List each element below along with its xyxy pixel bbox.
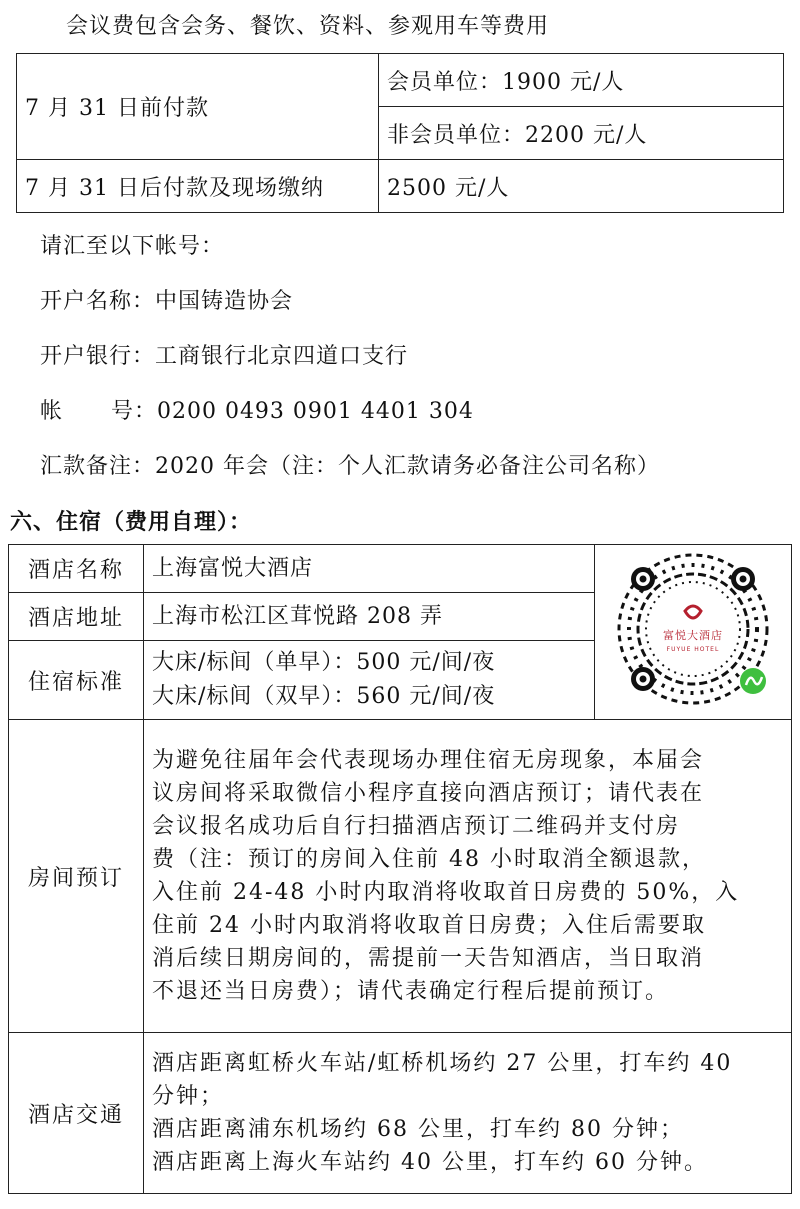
bank-name: 开户银行：工商银行北京四道口支行	[40, 344, 409, 369]
hotel-booking-qr-code[interactable]	[607, 545, 779, 713]
after-deadline-fee: 2500 元/人	[379, 160, 784, 213]
bank-intro: 请汇至以下帐号：	[40, 234, 225, 259]
table-row	[17, 160, 784, 213]
table-row	[9, 545, 792, 593]
qr-logo-text-en: FUYUE HOTEL	[666, 646, 720, 653]
transport-line: 酒店距离虹桥火车站/虹桥机场约 27 公里，打车约 40	[152, 1051, 733, 1076]
rate-double-breakfast: 大床/标间（双早）：560 元/间/夜	[152, 684, 496, 710]
room-rate-label: 住宿标准	[9, 641, 144, 720]
transport-line: 酒店距离上海火车站约 40 公里，打车约 60 分钟。	[152, 1150, 708, 1175]
room-booking-label: 房间预订	[9, 720, 144, 1033]
hotel-address-label: 酒店地址	[9, 593, 144, 641]
wechat-mini-program-icon	[740, 668, 766, 694]
booking-line: 消后续日期房间的，需提前一天告知酒店，当日取消	[152, 946, 705, 971]
booking-line: 为避免往届年会代表现场办理住宿无房现象，本届会	[152, 748, 705, 773]
booking-line: 费（注：预订的房间入住前 48 小时取消全额退款，	[152, 847, 706, 872]
payment-table	[16, 53, 784, 213]
room-booking-text	[144, 720, 792, 1033]
after-deadline-label: 7 月 31 日后付款及现场缴纳	[17, 160, 379, 213]
qr-cell	[595, 545, 792, 720]
hotel-name-value: 上海富悦大酒店	[144, 545, 595, 593]
table-row	[17, 54, 784, 107]
nonmember-fee: 非会员单位：2200 元/人	[379, 107, 784, 160]
account-name: 开户名称：中国铸造协会	[40, 289, 294, 314]
transport-label: 酒店交通	[9, 1033, 144, 1194]
fee-inclusion-note: 会议费包含会务、餐饮、资料、参观用车等费用	[66, 14, 550, 39]
hotel-address-value: 上海市松江区茸悦路 208 弄	[144, 593, 595, 641]
hotel-name-label: 酒店名称	[9, 545, 144, 593]
booking-line: 议房间将采取微信小程序直接向酒店预订；请代表在	[152, 781, 705, 806]
table-row	[9, 1033, 792, 1194]
booking-line: 入住前 24-48 小时内取消将收取首日房费的 50%，入	[152, 880, 740, 905]
transport-line: 分钟；	[152, 1084, 225, 1109]
transport-text	[144, 1033, 792, 1194]
hotel-table	[8, 544, 792, 1194]
booking-line: 会议报名成功后自行扫描酒店预订二维码并支付房	[152, 814, 681, 839]
remittance-remark: 汇款备注：2020 年会（注：个人汇款请务必备注公司名称）	[40, 454, 660, 479]
booking-line: 不退还当日房费）；请代表确定行程后提前预订。	[152, 979, 670, 1004]
rate-single-breakfast: 大床/标间（单早）：500 元/间/夜	[152, 650, 496, 676]
table-row	[9, 720, 792, 1033]
before-deadline-label: 7 月 31 日前付款	[17, 54, 379, 160]
account-number: 帐 号：0200 0493 0901 4401 304	[40, 399, 474, 424]
section-title: 六、住宿（费用自理）：	[10, 509, 253, 535]
transport-line: 酒店距离浦东机场约 68 公里，打车约 80 分钟；	[152, 1117, 684, 1142]
booking-line: 住前 24 小时内取消将收取首日房费；入住后需要取	[152, 913, 706, 938]
member-fee: 会员单位：1900 元/人	[379, 54, 784, 107]
qr-logo-text-cn: 富悦大酒店	[663, 629, 723, 642]
